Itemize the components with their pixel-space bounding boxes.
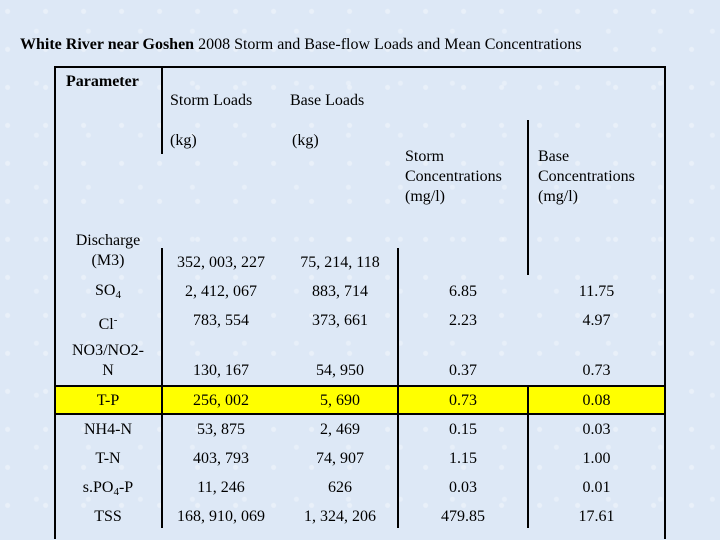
table-row-tp-base: 5, 690 [320,392,360,409]
table-row-nh4-base-conc: 0.03 [582,421,611,438]
table-row-nh4-param: NH4-N [84,421,132,438]
table-row-no3-storm: 130, 167 [193,362,249,379]
table-row-so4-storm-conc: 6.85 [449,283,477,300]
table-row-discharge-param: Discharge (M3) [75,232,141,269]
table-row-cl-base: 373, 661 [312,312,368,329]
table-row-tn-storm: 403, 793 [193,450,249,467]
title-bold: White River near Goshen [20,36,195,53]
table-row-tp-storm-conc: 0.73 [449,392,477,409]
table-row-so4-base: 883, 714 [312,283,368,300]
table-row-tss-base-conc: 17.61 [578,508,615,525]
highlight-top-border [56,385,664,387]
table-row-cl-base-conc: 4.97 [582,312,611,329]
table-row-discharge-base: 75, 214, 118 [300,254,380,271]
divider-conc-col [527,120,529,275]
title-rest: 2008 Storm and Base-flow Loads and Mean Concentrations [194,36,582,53]
divider-param-col [161,66,163,154]
table-row-discharge-storm: 352, 003, 227 [177,254,265,271]
header-storm-loads: Storm Loads [170,92,253,109]
table-row-tp-base-conc: 0.08 [582,392,611,409]
table-row-spo4-base-conc: 0.01 [582,479,611,496]
table-row-cl-param: Cl- [98,314,118,333]
table-row-so4-base-conc: 11.75 [578,283,615,300]
table-row-tp-param: T-P [96,392,120,409]
header-storm-conc: Storm Concentrations (mg/l) [405,148,502,205]
table-row-tss-storm: 168, 910, 069 [177,508,265,525]
table-row-so4-param: $SO_4$ [95,282,121,301]
table-row-tp-storm: 256, 002 [193,392,249,409]
header-base-conc: Base Concentrations (mg/l) [538,148,635,205]
table-row-tss-storm-conc: 479.85 [441,508,485,525]
table-row-nh4-storm: 53, 875 [197,421,245,438]
table-row-no3-base: 54, 950 [316,362,364,379]
table-row-no3-param: NO3/NO2- N [72,342,144,379]
page-title [20,36,710,54]
table-row-tss-base: 1, 324, 206 [304,508,376,525]
header-base-loads-unit: (kg) [292,132,319,149]
table-row-tn-storm-conc: 1.15 [449,450,477,467]
table-row-spo4-storm: 11, 246 [197,479,245,496]
table-row-tn-param: T-N [95,450,121,467]
table-row-so4-storm: 2, 412, 067 [185,283,257,300]
table-row-nh4-storm-conc: 0.15 [449,421,477,438]
table-row-cl-storm: 783, 554 [193,312,249,329]
table-row-no3-storm-conc: 0.37 [449,362,477,379]
table-row-tn-base-conc: 1.00 [582,450,611,467]
table-row-no3-base-conc: 0.73 [582,362,611,379]
table-row-tss-param: TSS [94,508,122,525]
table-row-cl-storm-conc: 2.23 [449,312,477,329]
header-storm-loads-unit: (kg) [170,132,197,149]
highlight-bottom-border [56,413,664,415]
header-base-loads: Base Loads [290,92,365,109]
table-row-spo4-base: 626 [328,479,352,496]
table-row-tn-base: 74, 907 [316,450,364,467]
table-row-nh4-base: 2, 469 [320,421,360,438]
header-parameter: Parameter [66,73,139,90]
table-row-spo4-param: $s.PO_4-P$ [82,479,134,498]
table-row-spo4-storm-conc: 0.03 [449,479,477,496]
